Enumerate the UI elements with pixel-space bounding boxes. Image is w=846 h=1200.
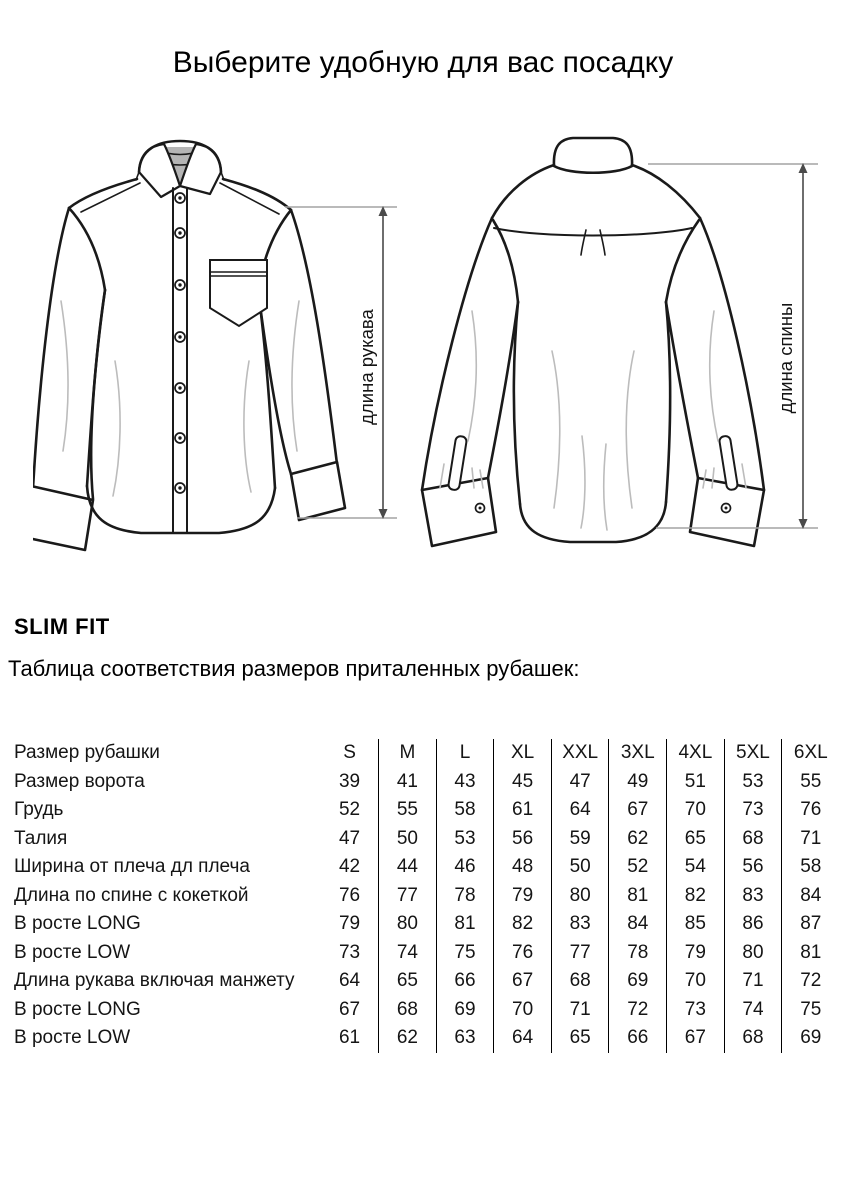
size-value-cell: 79: [494, 882, 552, 911]
size-value-cell: 51: [667, 768, 725, 797]
shirt-front-view: [33, 136, 403, 572]
shirt-front-drawing: [33, 141, 345, 550]
size-value-cell: 80: [724, 939, 782, 968]
size-header-cell: 5XL: [724, 739, 782, 768]
size-value-cell: 52: [609, 853, 667, 882]
size-value-cell: 82: [667, 882, 725, 911]
size-value-cell: 67: [667, 1024, 725, 1053]
page-title: Выберите удобную для вас посадку: [172, 46, 674, 79]
table-subtitle: Таблица соответствия размеров приталенных рубашек:: [8, 656, 580, 681]
size-value-cell: 43: [436, 768, 494, 797]
row-label: Размер ворота: [14, 770, 145, 792]
size-value-cell: 49: [609, 768, 667, 797]
size-value-cell: 75: [782, 996, 840, 1025]
size-value-cell: 68: [724, 1024, 782, 1053]
row-label: Талия: [14, 827, 68, 849]
size-value-cell: 67: [494, 967, 552, 996]
size-value-cell: 64: [494, 1024, 552, 1053]
size-value-cell: 53: [436, 825, 494, 854]
sleeve-length-label: длина рукава: [356, 309, 377, 425]
size-table-body: [14, 739, 839, 1053]
size-value-cell: 63: [436, 1024, 494, 1053]
size-value-cell: 58: [782, 853, 840, 882]
table-row: [14, 1024, 839, 1053]
size-value-cell: 58: [436, 796, 494, 825]
fit-heading: SLIM FIT: [14, 614, 110, 639]
size-value-cell: 78: [609, 939, 667, 968]
size-value-cell: 59: [551, 825, 609, 854]
size-value-cell: 70: [667, 796, 725, 825]
size-value-cell: 69: [609, 967, 667, 996]
size-value-cell: 81: [782, 939, 840, 968]
size-value-cell: 77: [551, 939, 609, 968]
size-value-cell: 84: [609, 910, 667, 939]
table-row: [14, 996, 839, 1025]
size-value-cell: 78: [436, 882, 494, 911]
yoke-seam: [494, 228, 692, 236]
size-value-cell: 75: [436, 939, 494, 968]
front-buttons: [175, 193, 185, 493]
size-value-cell: 66: [609, 1024, 667, 1053]
size-value-cell: 79: [667, 939, 725, 968]
size-value-cell: 87: [782, 910, 840, 939]
size-value-cell: 76: [494, 939, 552, 968]
size-value-cell: 80: [379, 910, 437, 939]
size-value-cell: 53: [724, 768, 782, 797]
size-header-cell: 3XL: [609, 739, 667, 768]
table-row: [14, 853, 839, 882]
size-value-cell: 55: [379, 796, 437, 825]
size-table: [14, 739, 839, 1053]
table-row: [14, 882, 839, 911]
size-value-cell: 65: [379, 967, 437, 996]
size-value-cell: 66: [436, 967, 494, 996]
row-label: В росте LOW: [14, 941, 131, 963]
table-row: [14, 910, 839, 939]
size-value-cell: 73: [338, 941, 361, 963]
size-value-cell: 68: [551, 967, 609, 996]
size-value-cell: 41: [379, 768, 437, 797]
size-value-cell: 46: [436, 853, 494, 882]
size-value-cell: 50: [551, 853, 609, 882]
size-value-cell: 56: [724, 853, 782, 882]
size-value-cell: 61: [338, 1027, 361, 1049]
size-value-cell: 74: [379, 939, 437, 968]
table-row: [14, 768, 839, 797]
size-header-cell: L: [436, 739, 494, 768]
size-value-cell: 84: [782, 882, 840, 911]
size-value-cell: 39: [338, 770, 361, 792]
size-value-cell: 81: [609, 882, 667, 911]
size-header-cell: XXL: [551, 739, 609, 768]
size-value-cell: 64: [338, 970, 361, 992]
row-label: Ширина от плеча дл плеча: [14, 856, 250, 878]
size-value-cell: 77: [379, 882, 437, 911]
table-row: [14, 967, 839, 996]
size-value-cell: 45: [494, 768, 552, 797]
table-header-row: [14, 739, 839, 768]
size-value-cell: 56: [494, 825, 552, 854]
left-cuff: [33, 486, 93, 550]
size-value-cell: 69: [436, 996, 494, 1025]
table-row: [14, 939, 839, 968]
row-label: В росте LONG: [14, 913, 141, 935]
row-label: В росте LONG: [14, 998, 141, 1020]
right-cuff: [291, 462, 345, 520]
shirt-back-drawing: [422, 138, 764, 546]
size-value-cell: 83: [724, 882, 782, 911]
size-value-cell: 70: [667, 967, 725, 996]
size-value-cell: 76: [338, 884, 361, 906]
size-value-cell: 73: [724, 796, 782, 825]
size-value-cell: 67: [338, 998, 361, 1020]
size-value-cell: 68: [724, 825, 782, 854]
chest-pocket: [210, 260, 267, 326]
size-value-cell: 61: [494, 796, 552, 825]
back-collar: [554, 138, 632, 173]
size-value-cell: 64: [551, 796, 609, 825]
row-label: Длина рукава включая манжету: [14, 970, 295, 992]
table-row: [14, 825, 839, 854]
size-value-cell: 62: [609, 825, 667, 854]
table-row: [14, 796, 839, 825]
size-header-cell: 6XL: [782, 739, 840, 768]
size-value-cell: 74: [724, 996, 782, 1025]
button-placket: [173, 188, 187, 533]
size-header-cell: 4XL: [667, 739, 725, 768]
size-value-cell: 70: [494, 996, 552, 1025]
size-value-cell: 86: [724, 910, 782, 939]
size-header-cell: XL: [494, 739, 552, 768]
size-value-cell: 73: [667, 996, 725, 1025]
size-value-cell: 42: [338, 856, 361, 878]
size-value-cell: 62: [379, 1024, 437, 1053]
back-hem: [520, 502, 666, 542]
row-label: Грудь: [14, 799, 64, 821]
size-value-cell: 71: [551, 996, 609, 1025]
size-value-cell: 67: [609, 796, 667, 825]
size-value-cell: 80: [551, 882, 609, 911]
size-value-cell: 83: [551, 910, 609, 939]
size-value-cell: 68: [379, 996, 437, 1025]
size-value-cell: 47: [551, 768, 609, 797]
size-value-cell: 52: [338, 799, 361, 821]
size-value-cell: 50: [379, 825, 437, 854]
size-value-cell: 72: [609, 996, 667, 1025]
row-label: Длина по спине с кокеткой: [14, 884, 249, 906]
shirt-back-view: [420, 136, 846, 572]
size-value-cell: 81: [436, 910, 494, 939]
size-value-cell: 54: [667, 853, 725, 882]
back-length-label: длина спины: [775, 302, 796, 414]
size-value-cell: 71: [782, 825, 840, 854]
row-label: В росте LOW: [14, 1027, 131, 1049]
box-pleat: [581, 230, 605, 255]
size-value-cell: 71: [724, 967, 782, 996]
size-value-cell: 65: [551, 1024, 609, 1053]
size-value-cell: 48: [494, 853, 552, 882]
size-value-cell: 55: [782, 768, 840, 797]
row-header-label: Размер рубашки: [14, 742, 160, 764]
size-header-cell: M: [379, 739, 437, 768]
size-value-cell: 47: [338, 827, 361, 849]
right-sleeve: [291, 210, 337, 464]
size-value-cell: 85: [667, 910, 725, 939]
size-value-cell: 44: [379, 853, 437, 882]
size-value-cell: 79: [338, 913, 361, 935]
size-value-cell: 76: [782, 796, 840, 825]
size-value-cell: 82: [494, 910, 552, 939]
size-value-cell: 65: [667, 825, 725, 854]
size-header-cell: S: [343, 742, 356, 764]
size-value-cell: 69: [782, 1024, 840, 1053]
size-value-cell: 72: [782, 967, 840, 996]
